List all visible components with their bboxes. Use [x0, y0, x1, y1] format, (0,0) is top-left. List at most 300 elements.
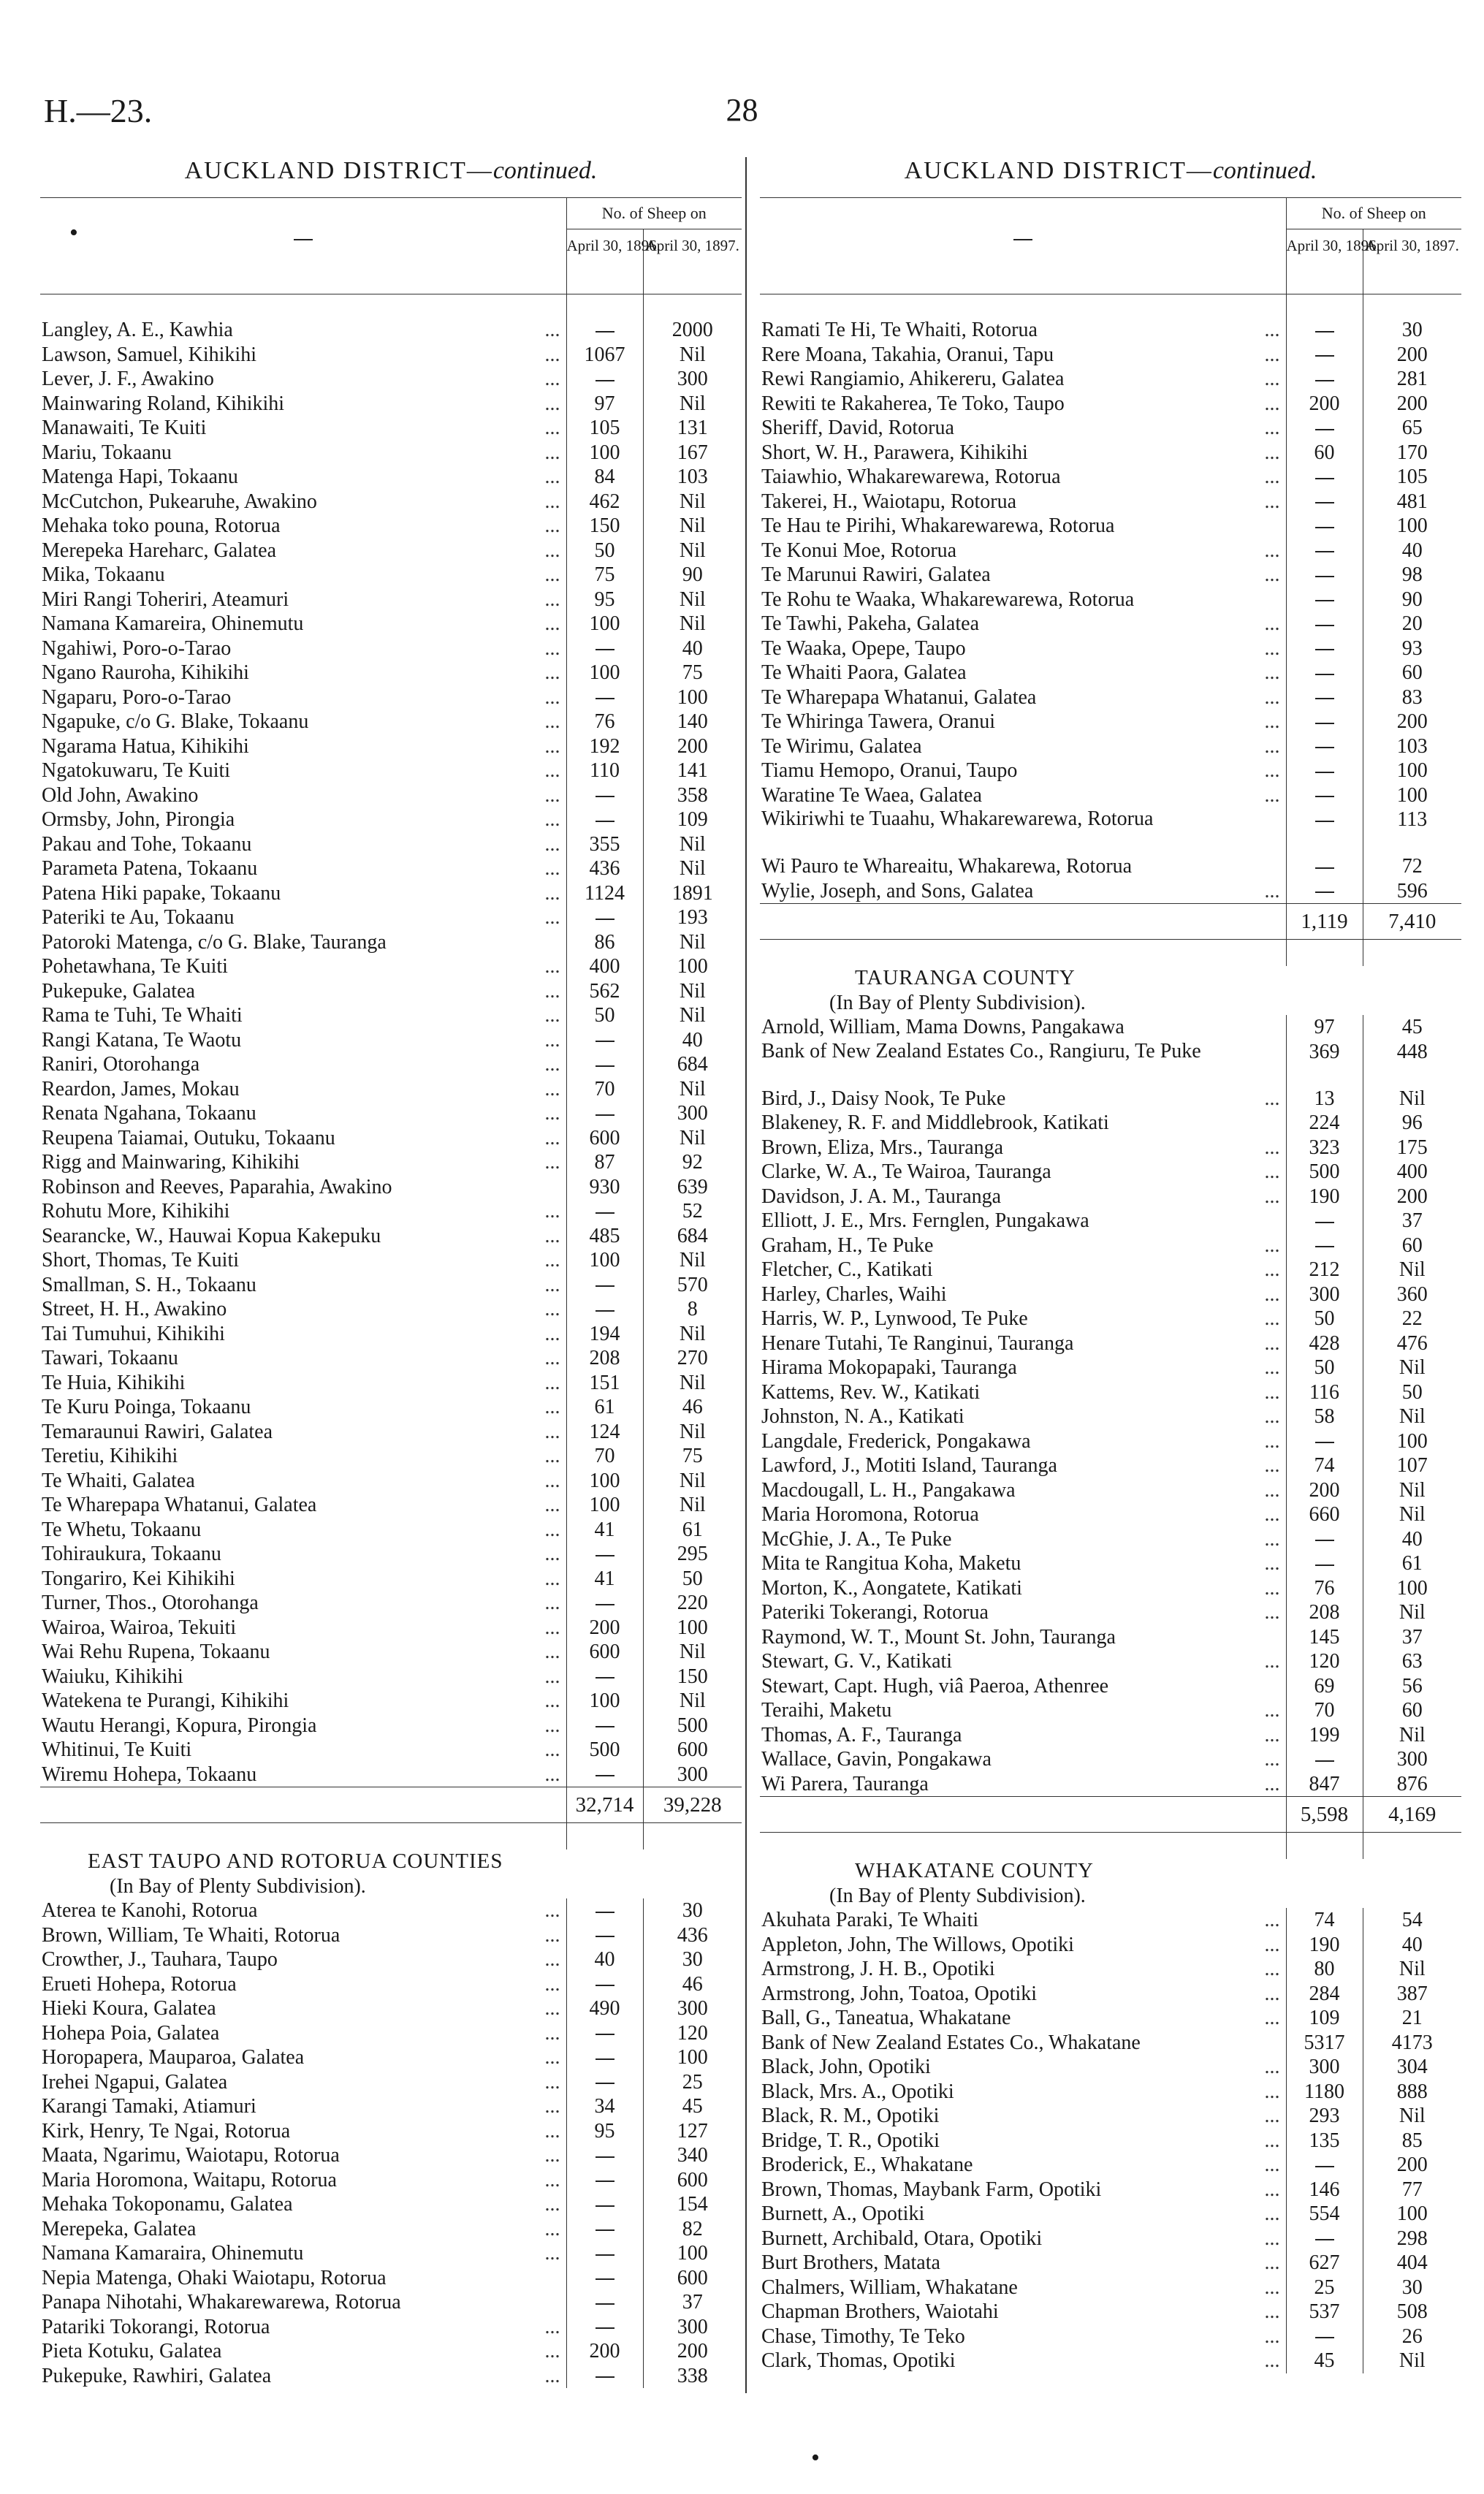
total-label	[40, 1787, 566, 1823]
total-1896: 5,598	[1286, 1797, 1363, 1833]
sheep-1897: Nil	[679, 1322, 706, 1345]
leader-dots: ...	[1264, 392, 1280, 415]
leader-dots: ...	[1264, 2227, 1280, 2250]
sheep-1896: 50	[1286, 1307, 1363, 1331]
page-number: 28	[726, 92, 758, 128]
sheep-1896	[566, 1591, 643, 1616]
sheep-1897: 37	[1401, 1625, 1423, 1649]
owner-name: Harley, Charles, Waihi ...	[760, 1282, 1286, 1307]
sheep-1896: 40	[566, 1947, 643, 1972]
table-row	[40, 2364, 742, 2389]
owner-name: Wylie, Joseph, and Sons, Galatea ...	[760, 879, 1286, 904]
sheep-1897: 103	[677, 465, 708, 488]
leader-dots: ...	[544, 1899, 560, 1922]
sheep-1896	[566, 1052, 643, 1077]
owner-name: Rohutu More, Kihikihi ...	[40, 1199, 566, 1224]
table-row	[760, 1209, 1461, 1233]
table-row	[40, 1763, 742, 1787]
table-row	[40, 930, 742, 955]
sheep-1896: 1180	[1286, 2080, 1363, 2105]
sheep-1897: 200	[1396, 2153, 1428, 2176]
sheep-1897: 684	[677, 1053, 708, 1076]
owner-name: Broderick, E., Whakatane ...	[760, 2153, 1286, 2178]
column-title	[40, 157, 742, 197]
sheep-1897: 46	[682, 1972, 703, 1996]
sheep-1897: 298	[1396, 2227, 1428, 2250]
leader-dots: ...	[544, 1322, 560, 1345]
sheep-1897: 120	[677, 2021, 708, 2045]
total-row	[760, 904, 1461, 940]
sheep-1896	[566, 636, 643, 661]
dash-mark	[1315, 796, 1334, 797]
owner-name: Short, W. H., Parawera, Kihikihi ...	[760, 441, 1286, 465]
owner-name: Burt Brothers, Matata ...	[760, 2251, 1286, 2276]
dash-mark	[595, 2034, 614, 2035]
dash-mark	[595, 2156, 614, 2158]
sheep-1896: 87	[566, 1150, 643, 1175]
section-subtitle	[40, 1874, 742, 1899]
table-row	[760, 1772, 1461, 1797]
leader-dots: ...	[544, 1126, 560, 1149]
name-header	[40, 229, 566, 294]
table-row	[760, 1356, 1461, 1380]
sheep-1897: 295	[677, 1543, 708, 1565]
table-row	[760, 1674, 1461, 1699]
sheep-1896: 97	[1286, 1015, 1363, 1040]
sheep-1896: 74	[1286, 1453, 1363, 1478]
table-row	[760, 441, 1461, 465]
owner-name: Te Huia, Kihikihi ...	[40, 1371, 566, 1396]
sheep-1896: 45	[1286, 2349, 1363, 2373]
sheep-1897: 304	[1396, 2056, 1428, 2078]
table-row	[40, 1689, 742, 1714]
owner-name: Elliott, J. E., Mrs. Fernglen, Pungakawa	[761, 1209, 1089, 1232]
sheep-1897: 338	[677, 2364, 708, 2387]
sheep-1897: 100	[677, 955, 708, 978]
leader-dots: ...	[1264, 1429, 1280, 1453]
dash-mark	[1315, 551, 1334, 552]
sheep-1896	[566, 2045, 643, 2070]
leader-dots: ...	[544, 1616, 560, 1639]
owner-name: Te Wirimu, Galatea ...	[760, 734, 1286, 759]
leader-dots: ...	[1264, 2129, 1280, 2152]
dash-mark	[1315, 1222, 1334, 1223]
leader-dots: ...	[1264, 563, 1280, 586]
owner-name: Teraihi, Maketu ...	[760, 1698, 1286, 1723]
owner-name: Parameta Patena, Tokaanu ...	[40, 856, 566, 881]
sheep-1896: 208	[1286, 1600, 1363, 1625]
leader-dots: ...	[1264, 1307, 1280, 1330]
owner-name: Johnston, N. A., Katikati ...	[760, 1404, 1286, 1429]
owner-name: Waiuku, Kihikihi ...	[40, 1665, 566, 1689]
sheep-1897: 61	[682, 1518, 703, 1541]
leader-dots: ...	[1264, 1233, 1280, 1257]
sheep-1897: 500	[677, 1714, 708, 1737]
table-row	[760, 1429, 1461, 1454]
sheep-1896	[566, 2143, 643, 2168]
owner-name: Turner, Thos., Otorohanga ...	[40, 1591, 566, 1616]
table-row	[40, 539, 742, 563]
section-title	[40, 1849, 742, 1874]
leader-dots: ...	[1264, 2080, 1280, 2103]
sheep-1896: 151	[566, 1371, 643, 1396]
owner-name: Patariki Tokorangi, Rotorua ...	[40, 2315, 566, 2340]
sheep-1896	[1286, 416, 1363, 441]
sheep-1897: 90	[682, 563, 703, 586]
table-row	[40, 2315, 742, 2340]
owner-name: Raniri, Otorohanga ...	[40, 1052, 566, 1077]
sheep-1896: 500	[566, 1738, 643, 1763]
leader-dots: ...	[1264, 1552, 1280, 1575]
leader-dots: ...	[1264, 1723, 1280, 1746]
sheep-1896: 293	[1286, 2104, 1363, 2129]
owner-name: Watekena te Purangi, Kihikihi ...	[40, 1689, 566, 1714]
sheep-1897: 220	[677, 1592, 708, 1614]
table-row	[40, 1346, 742, 1371]
owner-name: Erueti Hohepa, Rotorua ...	[40, 1972, 566, 1997]
leader-dots: ...	[1264, 1772, 1280, 1795]
leader-dots: ...	[544, 2095, 560, 2118]
owner-name: Wiremu Hohepa, Tokaanu ...	[40, 1763, 566, 1787]
sheep-1897: 400	[1396, 1160, 1428, 1183]
leader-dots: ...	[544, 1972, 560, 1996]
table-row	[760, 1015, 1461, 1040]
sheep-1896	[1286, 783, 1363, 808]
sheep-1897: 300	[677, 1102, 708, 1125]
table-row	[760, 807, 1461, 854]
owner-name: Blakeney, R. F. and Middlebrook, Katikati	[761, 1111, 1109, 1134]
leader-dots: ...	[544, 2021, 560, 2045]
sheep-1896	[1286, 710, 1363, 734]
table-row	[40, 1738, 742, 1763]
owner-name: Lawford, J., Motiti Island, Tauranga ...	[760, 1453, 1286, 1478]
section-heading: EAST TAUPO AND ROTORUA COUNTIES	[88, 1849, 503, 1873]
dash-mark	[1315, 674, 1334, 675]
sheep-1896: 135	[1286, 2129, 1363, 2153]
sheep-1896	[1286, 759, 1363, 783]
owner-name: Namana Kamareira, Ohinemutu ...	[40, 612, 566, 636]
table-row	[40, 783, 742, 808]
sheep-1896	[1286, 318, 1363, 343]
owner-name: Te Marunui Rawiri, Galatea ...	[760, 563, 1286, 588]
dash-mark	[595, 1041, 614, 1042]
sheep-1897: Nil	[1399, 1356, 1426, 1379]
sheep-1897: 2000	[671, 319, 713, 341]
leader-dots: ...	[1264, 1185, 1280, 1208]
sheep-1896	[1286, 343, 1363, 368]
table-row	[760, 2031, 1461, 2056]
table-row	[760, 318, 1461, 343]
dash-mark	[294, 239, 313, 240]
sheep-1897: 65	[1401, 417, 1423, 439]
sheep-1897: 100	[677, 2242, 708, 2265]
owner-name: Searancke, W., Hauwai Kopua Kakepuku ...	[40, 1224, 566, 1249]
owner-name: Mika, Tokaanu ...	[40, 563, 566, 588]
sheep-1897: 72	[1401, 855, 1423, 878]
sheep-1896: 200	[566, 2339, 643, 2364]
leader-dots: ...	[544, 979, 560, 1003]
leader-dots: ...	[1264, 2007, 1280, 2029]
leader-dots: ...	[1264, 1958, 1280, 1980]
sheep-1896: 86	[566, 930, 643, 955]
owner-name: Smallman, S. H., Tokaanu ...	[40, 1273, 566, 1298]
owner-name: Brown, William, Te Whaiti, Rotorua ...	[40, 1923, 566, 1948]
dash-mark	[595, 1775, 614, 1776]
sheep-1897: 83	[1401, 685, 1423, 709]
sheep-1897: 200	[677, 734, 708, 758]
sheep-1897: 30	[1401, 2276, 1423, 2299]
table-row	[760, 2129, 1461, 2153]
table-row	[760, 1478, 1461, 1503]
sheep-1896: 190	[1286, 1185, 1363, 1209]
table-row	[40, 2192, 742, 2217]
sheep-1896: 200	[1286, 392, 1363, 417]
owner-name: Maria Horomona, Rotorua ...	[760, 1502, 1286, 1527]
sheep-1896: 562	[566, 979, 643, 1004]
sheep-1896	[566, 905, 643, 930]
leader-dots: ...	[1264, 319, 1280, 341]
sheep-1896: 428	[1286, 1331, 1363, 1356]
sheep-1897: 481	[1396, 490, 1428, 513]
owner-name: Street, H. H., Awakino ...	[40, 1297, 566, 1322]
sheep-1896: 199	[1286, 1723, 1363, 1748]
dash-mark	[595, 2058, 614, 2060]
section-subheading: (In Bay of Plenty Subdivision).	[110, 1874, 366, 1898]
table-row	[40, 905, 742, 930]
leader-dots: ...	[544, 808, 560, 831]
leader-dots: ...	[544, 343, 560, 366]
owner-name: Henare Tutahi, Te Ranginui, Tauranga ...	[760, 1331, 1286, 1356]
leader-dots: ...	[1264, 1478, 1280, 1502]
dash-mark	[1315, 747, 1334, 748]
table-row	[40, 1395, 742, 1420]
sheep-1897: 200	[677, 2340, 708, 2362]
total-1897: 7,410	[1363, 904, 1461, 940]
owner-name: Pukepuke, Rawhiri, Galatea ...	[40, 2364, 566, 2389]
spacer-row	[40, 294, 742, 319]
sheep-table	[760, 197, 1461, 2373]
leader-dots: ...	[544, 759, 560, 782]
table-row	[760, 2153, 1461, 2178]
sheep-1896: 97	[566, 392, 643, 417]
owner-name: Chase, Timothy, Te Teko ...	[760, 2324, 1286, 2349]
owner-name: Tongariro, Kei Kihikihi ...	[40, 1567, 566, 1592]
dash-mark	[595, 1285, 614, 1287]
leader-dots: ...	[1264, 1503, 1280, 1526]
sheep-1897: Nil	[1399, 1087, 1426, 1110]
table-row	[40, 514, 742, 539]
leader-dots: ...	[544, 368, 560, 390]
dash-mark	[1315, 2337, 1334, 2338]
section-subtitle	[760, 1884, 1461, 1909]
sheep-1896	[566, 367, 643, 392]
owner-name: Wairoa, Wairoa, Tekuiti ...	[40, 1616, 566, 1641]
table-row	[40, 1591, 742, 1616]
sheep-1897: Nil	[679, 490, 706, 513]
owner-name: Fletcher, C., Katikati ...	[760, 1258, 1286, 1282]
leader-dots: ...	[1264, 1933, 1280, 1956]
sheep-1896	[1286, 1747, 1363, 1772]
spacer-row	[760, 294, 1461, 319]
sheep-1896	[566, 1714, 643, 1738]
sheep-1896: 84	[566, 465, 643, 490]
sheep-1897: 75	[682, 1445, 703, 1467]
table-row	[760, 759, 1461, 783]
sheep-1897: 154	[677, 2193, 708, 2216]
sheep-1897: 167	[677, 441, 708, 464]
sheep-1897: Nil	[679, 1249, 706, 1271]
table-row	[760, 1282, 1461, 1307]
section-subtitle	[760, 991, 1461, 1016]
sheep-1896: 600	[566, 1640, 643, 1665]
sheep-1896: 190	[1286, 1933, 1363, 1958]
sheep-1897: Nil	[679, 392, 706, 415]
owner-name: Ngarama Hatua, Kihikihi ...	[40, 734, 566, 759]
owner-name: Hohepa Poia, Galatea ...	[40, 2021, 566, 2046]
sheep-1897: Nil	[679, 514, 706, 537]
table-row	[760, 636, 1461, 661]
owner-name: Mehaka toko pouna, Rotorua ...	[40, 514, 566, 539]
sheep-1896	[1286, 1209, 1363, 1233]
sheep-1896	[566, 2241, 643, 2266]
sheep-1896	[1286, 1527, 1363, 1552]
leader-dots: ...	[544, 441, 560, 464]
owner-name: Thomas, A. F., Tauranga ...	[760, 1723, 1286, 1748]
owner-name: Taiawhio, Whakarewarewa, Rotorua ...	[760, 465, 1286, 490]
sheep-1896: 224	[1286, 1111, 1363, 1136]
sheep-1896: 537	[1286, 2300, 1363, 2324]
leader-dots: ...	[544, 1543, 560, 1565]
sheep-1897: 46	[682, 1396, 703, 1418]
sheep-1897: 600	[677, 1738, 708, 1761]
sheep-1896: 13	[1286, 1087, 1363, 1111]
sheep-1896	[566, 1898, 643, 1923]
bullet-mark: •	[69, 219, 78, 246]
table-row	[40, 2217, 742, 2242]
owner-name: Takerei, H., Waiotapu, Rotorua ...	[760, 490, 1286, 514]
sheep-1897: 684	[677, 1224, 708, 1247]
owner-name: Burnett, A., Opotiki ...	[760, 2202, 1286, 2227]
sheep-1897: 358	[677, 783, 708, 807]
owner-name: Miri Rangi Toheriri, Ateamuri ...	[40, 588, 566, 612]
sheep-1897: Nil	[679, 343, 706, 366]
sheep-1896: 75	[566, 563, 643, 588]
table-row	[760, 2300, 1461, 2324]
table-row	[40, 416, 742, 441]
header-blank	[40, 198, 566, 229]
leader-dots: ...	[544, 2193, 560, 2216]
sheep-1896: 485	[566, 1224, 643, 1249]
sheep-1897: 85	[1401, 2129, 1423, 2152]
dash-mark	[595, 1555, 614, 1556]
sheep-1897: 476	[1396, 1331, 1428, 1355]
sheep-1897: 60	[1401, 1233, 1423, 1257]
total-1897: 39,228	[643, 1787, 742, 1823]
sheep-1896: 1124	[566, 881, 643, 906]
leader-dots: ...	[544, 832, 560, 856]
table-row	[40, 1616, 742, 1641]
table-row	[760, 1723, 1461, 1748]
owner-name: Appleton, John, The Willows, Opotiki ...	[760, 1933, 1286, 1958]
sheep-1896: 100	[566, 1469, 643, 1494]
table-row	[40, 1150, 742, 1175]
sheep-1897: 141	[677, 759, 708, 782]
dash-mark	[1315, 1760, 1334, 1762]
table-row	[760, 2349, 1461, 2373]
year-1896-header: April 30, 1896.	[1286, 229, 1363, 294]
owner-name: Chalmers, William, Whakatane ...	[760, 2276, 1286, 2300]
table-row	[760, 563, 1461, 588]
leader-dots: ...	[544, 1028, 560, 1052]
sheep-1897: 150	[677, 1665, 708, 1688]
table-row	[40, 1665, 742, 1689]
sheep-1896: 34	[566, 2094, 643, 2119]
table-row	[760, 734, 1461, 759]
table-row	[760, 539, 1461, 563]
sheep-1896	[1286, 1233, 1363, 1258]
table-row	[40, 367, 742, 392]
owner-name: Aterea te Kanohi, Rotorua ...	[40, 1898, 566, 1923]
owner-name: Nepia Matenga, Ohaki Waiotapu, Rotorua	[42, 2266, 387, 2289]
sheep-1897: 63	[1401, 1650, 1423, 1673]
sheep-table	[40, 197, 742, 2388]
sheep-1896: 100	[566, 661, 643, 685]
right-column	[760, 157, 1461, 2373]
sheep-1897: Nil	[679, 1420, 706, 1443]
sheep-1896: 200	[1286, 1478, 1363, 1503]
sheep-1897: Nil	[679, 979, 706, 1003]
owner-name: Te Kuru Poinga, Tokaanu ...	[40, 1395, 566, 1420]
leader-dots: ...	[1264, 2251, 1280, 2274]
table-row	[40, 1996, 742, 2021]
sheep-1897: 360	[1396, 1282, 1428, 1306]
table-row	[40, 588, 742, 612]
sheep-1897: 40	[682, 636, 703, 660]
sheep-1897: 876	[1396, 1772, 1428, 1795]
sheep-1896: 100	[566, 1493, 643, 1518]
leader-dots: ...	[544, 417, 560, 439]
leader-dots: ...	[544, 734, 560, 758]
sheep-1897: 45	[682, 2095, 703, 2118]
sheep-1897: 200	[1396, 392, 1428, 415]
leader-dots: ...	[1264, 2178, 1280, 2201]
leader-dots: ...	[1264, 2300, 1280, 2323]
leader-dots: ...	[1264, 879, 1280, 902]
sheep-1897: 90	[1401, 588, 1423, 611]
sheep-1896: 208	[566, 1346, 643, 1371]
leader-dots: ...	[544, 636, 560, 660]
sheep-1896: 60	[1286, 441, 1363, 465]
dash-mark	[1315, 478, 1334, 479]
sheep-1897: 37	[682, 2291, 703, 2314]
sheep-1897: 92	[682, 1151, 703, 1174]
dash-mark	[595, 380, 614, 381]
table-row	[760, 2227, 1461, 2251]
leader-dots: ...	[1264, 1982, 1280, 2005]
sheep-1897: 50	[1401, 1380, 1423, 1404]
table-row	[40, 2168, 742, 2193]
dash-mark	[595, 649, 614, 650]
sheep-1896: 95	[566, 588, 643, 612]
leader-dots: ...	[1264, 783, 1280, 807]
owner-name: Rere Moana, Takahia, Oranui, Tapu ...	[760, 343, 1286, 368]
sheep-1896	[566, 1028, 643, 1053]
table-row	[760, 1307, 1461, 1331]
sheep-1896	[566, 2070, 643, 2095]
sheep-1897: 60	[1401, 1699, 1423, 1722]
sheep-1896	[566, 783, 643, 808]
table-row	[40, 1052, 742, 1077]
